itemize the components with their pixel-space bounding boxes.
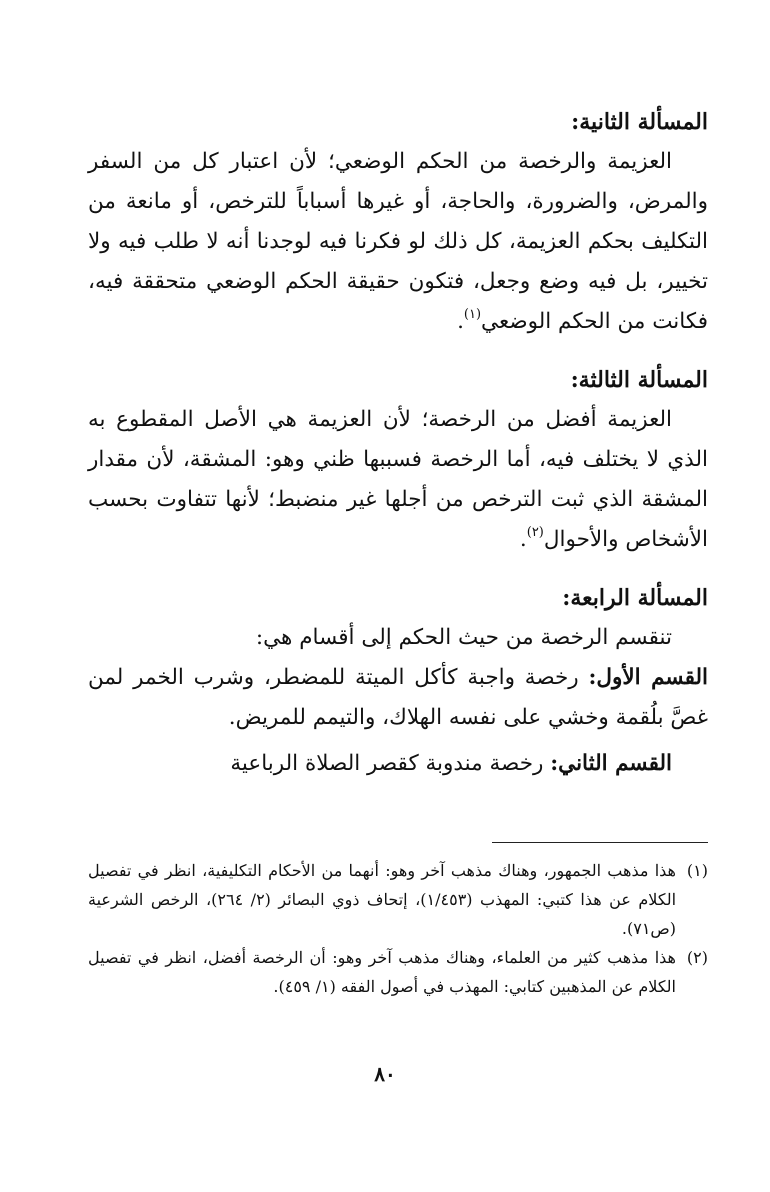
item-2-text: رخصة مندوبة كقصر الصلاة الرباعية [230, 751, 551, 776]
section-heading-2: المسألة الثانية: [571, 109, 708, 135]
footnote-1-text: هذا مذهب الجمهور، وهناك مذهب آخر وهو: أنهما من الأحكام التكليفية، انظر في تفصيل الكلام عن هذا كتبي: المهذب (١/٤٥٣)، إتحاف ذوي البصائر (٢/ ٢٦٤)، الرخص الشرعية (ص٧١). [88, 861, 677, 938]
page-number: ٨٠ [374, 1062, 396, 1086]
section-4-item-1 [88, 658, 708, 738]
section-3-tail: . [519, 527, 527, 552]
page-body [88, 102, 708, 784]
section-3-paragraph [88, 400, 708, 560]
item-2-label: القسم الثاني: [550, 751, 672, 776]
section-heading-3: المسألة الثالثة: [570, 367, 708, 393]
section-4-intro: تنقسم الرخصة من حيث الحكم إلى أقسام هي: [255, 625, 672, 650]
item-1-label: القسم الأول: [588, 665, 708, 690]
section-heading-4: المسألة الرابعة: [562, 585, 708, 611]
footnote-2-text: هذا مذهب كثير من العلماء، وهناك مذهب آخر وهو: أن الرخصة أفضل، انظر في تفصيل الكلام عن المذهبين كتابي: المهذب في أصول الفقه (١/ ٤٥٩). [88, 948, 676, 996]
footnotes [88, 856, 708, 1001]
footnote-1-number: (١) [686, 861, 708, 880]
section-2-tail: . [457, 309, 464, 334]
footnote-2-number: (٢) [686, 948, 708, 967]
footnote-divider [492, 842, 708, 843]
section-4-item-2 [88, 744, 708, 784]
footnote-2 [88, 943, 708, 1001]
section-2-paragraph [88, 142, 708, 342]
footnote-ref-1: (١) [463, 307, 482, 322]
section-3-text: العزيمة أفضل من الرخصة؛ لأن العزيمة هي الأصل المقطوع به الذي لا يختلف فيه، أما الرخصة فسببها ظني وهو: المشقة، لأن مقدار المشقة الذي ثبت الترخص من أجلها غير منضبط؛ لأنها تتفاوت بحسب الأشخاص والأحوال [88, 407, 708, 552]
section-2-text: العزيمة والرخصة من الحكم الوضعي؛ لأن اعتبار كل من السفر والمرض، والضرورة، والحاجة، أو غيرها أسباباً للترخص، أو مانعة من التكليف بحكم العزيمة، كل ذلك لو فكرنا فيه لوجدنا أنه لا طلب فيه ولا تخيير، بل فيه وضع وجعل، فتكون حقيقة الحكم الوضعي متحققة فيه، فكانت من الحكم الوضعي [88, 149, 708, 334]
item-1-text: رخصة واجبة كأكل الميتة للمضطر، وشرب الخمر لمن غصَّ بلُقمة وخشي على نفسه الهلاك، والتيمم للمريض. [88, 665, 708, 730]
footnote-ref-2: (٢) [526, 525, 544, 540]
footnote-1 [88, 856, 708, 943]
